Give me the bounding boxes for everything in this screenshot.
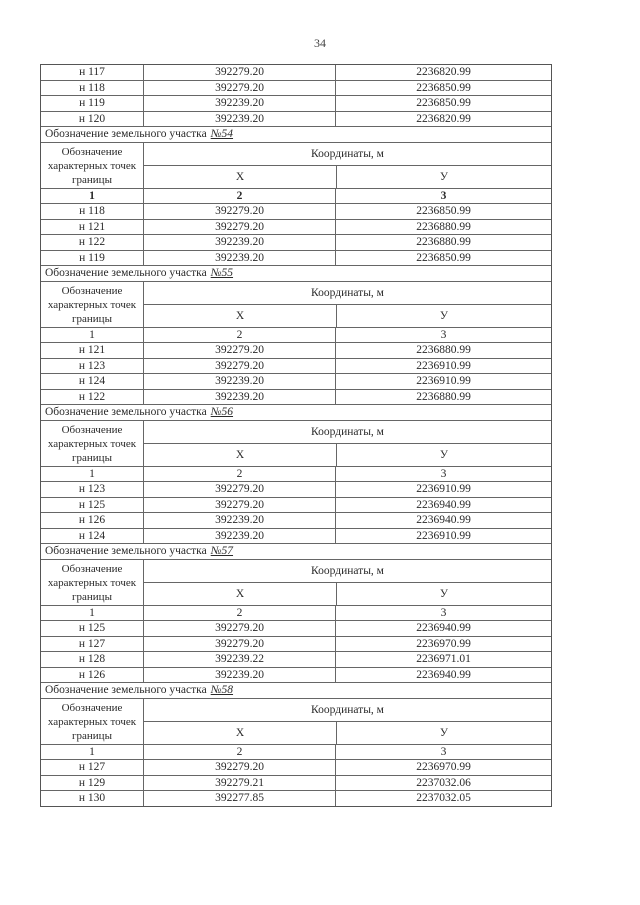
section-label: Обозначение земельного участка	[45, 267, 207, 279]
section-number: №54	[210, 128, 234, 140]
point-cell: н 127	[41, 637, 144, 652]
y-cell: 2236880.99	[416, 220, 471, 233]
section-label: Обозначение земельного участка	[45, 545, 207, 557]
table-row	[41, 760, 551, 776]
section-number: №56	[210, 406, 234, 418]
table-row	[41, 390, 551, 406]
index-cell: 1	[41, 606, 144, 621]
coords-header: Координаты, м	[144, 560, 551, 583]
point-cell: н 128	[41, 652, 144, 667]
y-header: У	[439, 587, 449, 600]
section-number: №58	[210, 684, 234, 696]
x-cell: 392279.20	[144, 637, 336, 652]
index-cell: 1	[41, 328, 144, 343]
x-cell: 392279.20	[144, 359, 336, 374]
point-cell: н 119	[41, 251, 144, 266]
y-cell: 2236880.99	[416, 344, 471, 356]
x-cell: 392239.20	[144, 513, 336, 528]
section-title	[41, 405, 551, 421]
table-row	[41, 204, 551, 220]
table-header	[41, 421, 551, 467]
index-cell: 3	[440, 467, 447, 480]
index-cell: 2	[144, 467, 336, 482]
x-cell: 392279.20	[144, 204, 336, 219]
y-cell: 2236910.99	[416, 375, 471, 387]
coords-header: Координаты, м	[144, 143, 551, 166]
y-cell: 2236970.99	[416, 761, 471, 773]
point-cell: н 121	[41, 220, 144, 235]
x-header: Х	[144, 444, 337, 466]
index-cell: 3	[440, 606, 447, 619]
x-cell: 392277.85	[144, 791, 336, 806]
point-cell: н 122	[41, 390, 144, 405]
point-column-header: Обозначение характерных точек границы	[41, 421, 144, 466]
y-cell: 2236880.99	[416, 236, 471, 248]
xy-header-row	[144, 583, 551, 605]
table-row	[41, 96, 551, 112]
index-cell: 1	[41, 745, 144, 760]
coords-header-group	[144, 282, 551, 327]
xy-header-row	[144, 166, 551, 188]
table-row	[41, 235, 551, 251]
index-cell: 2	[144, 189, 336, 204]
section-label: Обозначение земельного участка	[45, 406, 207, 418]
x-cell: 392239.20	[144, 112, 336, 127]
table-row	[41, 498, 551, 514]
index-cell: 2	[144, 328, 336, 343]
index-cell: 3	[440, 745, 447, 758]
section-label: Обозначение земельного участка	[45, 684, 207, 696]
x-cell: 392279.20	[144, 760, 336, 775]
x-cell: 392239.20	[144, 668, 336, 683]
table-row	[41, 637, 551, 653]
coords-header-group	[144, 143, 551, 188]
x-cell: 392279.20	[144, 220, 336, 235]
point-column-header: Обозначение характерных точек границы	[41, 560, 144, 605]
coordinates-table	[40, 64, 552, 807]
point-cell: н 126	[41, 513, 144, 528]
xy-header-row	[144, 305, 551, 327]
coords-header-group	[144, 699, 551, 744]
y-cell: 2236850.99	[416, 81, 471, 94]
x-header: Х	[144, 583, 337, 605]
x-cell: 392279.20	[144, 81, 336, 96]
x-cell: 392279.20	[144, 482, 336, 497]
y-cell: 2236850.99	[416, 251, 471, 264]
x-cell: 392239.20	[144, 96, 336, 111]
table-row	[41, 374, 551, 390]
table-row	[41, 791, 551, 806]
x-cell: 392239.22	[144, 652, 336, 667]
y-cell: 2236820.99	[416, 66, 471, 78]
table-row	[41, 482, 551, 498]
section-label: Обозначение земельного участка	[45, 128, 207, 140]
index-row	[41, 467, 551, 483]
x-cell: 392279.20	[144, 621, 336, 636]
x-cell: 392279.20	[144, 65, 336, 80]
xy-header-row	[144, 722, 551, 744]
y-header: У	[439, 309, 449, 322]
table-row	[41, 621, 551, 637]
section-title	[41, 266, 551, 282]
section-number: №55	[210, 267, 234, 279]
xy-header-row	[144, 444, 551, 466]
x-cell: 392279.20	[144, 343, 336, 358]
coords-header-group	[144, 421, 551, 466]
index-cell: 2	[144, 745, 336, 760]
y-cell: 2236910.99	[416, 359, 471, 372]
point-column-header: Обозначение характерных точек границы	[41, 699, 144, 744]
x-header: Х	[144, 305, 337, 327]
point-cell: н 122	[41, 235, 144, 250]
table-row	[41, 220, 551, 236]
y-header: У	[439, 726, 449, 739]
y-cell: 2236970.99	[416, 637, 471, 650]
point-cell: н 125	[41, 498, 144, 513]
table-header	[41, 560, 551, 606]
index-cell: 3	[440, 328, 447, 341]
point-cell: н 123	[41, 359, 144, 374]
index-row	[41, 745, 551, 761]
point-cell: н 120	[41, 112, 144, 127]
page-number: 34	[314, 36, 326, 50]
point-cell: н 118	[41, 204, 144, 219]
section-number: №57	[210, 545, 234, 557]
table-row	[41, 652, 551, 668]
coords-header: Координаты, м	[144, 282, 551, 305]
index-row	[41, 606, 551, 622]
index-row	[41, 328, 551, 344]
point-cell: н 118	[41, 81, 144, 96]
x-header: Х	[144, 722, 337, 744]
table-header	[41, 699, 551, 745]
point-cell: н 124	[41, 529, 144, 544]
y-cell: 2236971.01	[416, 653, 471, 665]
y-cell: 2236940.99	[416, 622, 471, 634]
point-cell: н 121	[41, 343, 144, 358]
y-cell: 2236910.99	[416, 529, 471, 542]
table-row	[41, 513, 551, 529]
coords-header: Координаты, м	[144, 699, 551, 722]
y-cell: 2236850.99	[416, 97, 471, 109]
x-cell: 392239.20	[144, 235, 336, 250]
index-cell: 3	[440, 189, 447, 202]
coords-header: Координаты, м	[144, 421, 551, 444]
point-cell: н 129	[41, 776, 144, 791]
point-cell: н 126	[41, 668, 144, 683]
table-row	[41, 343, 551, 359]
point-cell: н 123	[41, 482, 144, 497]
table-row	[41, 359, 551, 375]
x-cell: 392239.20	[144, 251, 336, 266]
table-header	[41, 282, 551, 328]
y-cell: 2236880.99	[416, 390, 471, 403]
y-cell: 2236940.99	[416, 498, 471, 511]
x-cell: 392279.21	[144, 776, 336, 791]
table-row	[41, 668, 551, 684]
section-title	[41, 544, 551, 560]
point-cell: н 119	[41, 96, 144, 111]
point-cell: н 117	[41, 65, 144, 80]
table-row	[41, 112, 551, 128]
y-header: У	[439, 448, 449, 461]
x-cell: 392239.20	[144, 390, 336, 405]
section-title	[41, 127, 551, 143]
section-title	[41, 683, 551, 699]
point-cell: н 125	[41, 621, 144, 636]
index-row	[41, 189, 551, 205]
y-cell: 2236910.99	[416, 483, 471, 495]
x-cell: 392239.20	[144, 529, 336, 544]
y-cell: 2236940.99	[416, 668, 471, 681]
index-cell: 1	[41, 467, 144, 482]
point-cell: н 124	[41, 374, 144, 389]
point-column-header: Обозначение характерных точек границы	[41, 143, 144, 188]
x-header: Х	[144, 166, 337, 188]
y-cell: 2236940.99	[416, 514, 471, 526]
index-cell: 2	[144, 606, 336, 621]
y-cell: 2237032.06	[416, 776, 471, 789]
y-cell: 2237032.05	[416, 792, 471, 804]
table-header	[41, 143, 551, 189]
table-row	[41, 776, 551, 792]
table-row	[41, 251, 551, 267]
table-row	[41, 81, 551, 97]
y-header: У	[439, 170, 449, 183]
y-cell: 2236850.99	[416, 205, 471, 217]
point-column-header: Обозначение характерных точек границы	[41, 282, 144, 327]
point-cell: н 130	[41, 791, 144, 806]
x-cell: 392239.20	[144, 374, 336, 389]
coords-header-group	[144, 560, 551, 605]
table-row	[41, 65, 551, 81]
index-cell: 1	[41, 189, 144, 204]
table-row	[41, 529, 551, 545]
point-cell: н 127	[41, 760, 144, 775]
x-cell: 392279.20	[144, 498, 336, 513]
y-cell: 2236820.99	[416, 112, 471, 125]
